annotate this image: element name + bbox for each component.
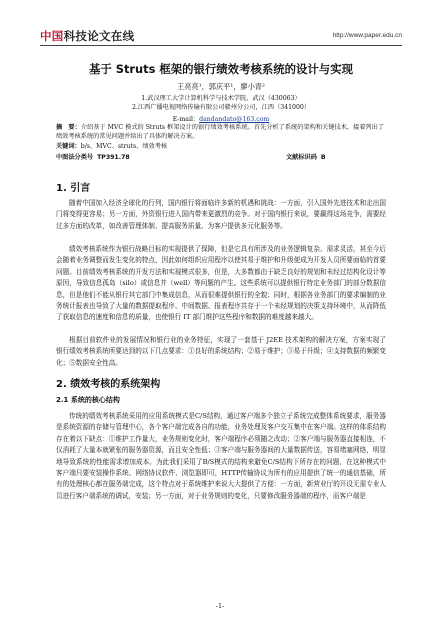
section-2-heading: 2. 绩效考核的系统架构 [56,379,161,390]
classification [56,152,376,161]
paper-authors: 王亮亮¹，郭庆平¹，廖小青² [177,82,265,91]
keywords-label: 关键词： [56,143,81,150]
section-2-paragraph-1: 传统的绩效考核系统采用的应用系统模式是C/S结构，通过客户端多个独立子系统完成整体系统要求，服务器是系统资源的存储与管理中心，各个客户端完成各自的功能，业务处理及客户交互集中在客户端。这样的体系结构存在着以下缺点：①维护工作量大，业务规则变化时，客户端程序必须随之改动；②客户端与服务器直接相连，不仅消耗了大量本就紧张的服务器资源，而且安全性低；③客户端与服务器间的大量数据传送，容易堵塞网络，明显地导致系统的性能需求增加成本。为此我们采用了B/S模式的结构来避免C/S结构下所存在的问题，在这种模式中客户端只要安装操作系统、网络协议软件、浏览器即可，HTTP传输协议为所有的应用提供了统一的通信基础，所有的处理核心都在服务端完成，这个特点对于系统维护来说大大提供了方便：一方面，新营业厅的开设无需专业人员进行客户端系统的调试，安装；另一方面，对于业务规则的变化，只要修改服务器端的程序，而客户端是 [56,412,386,500]
page-number: -1- [215,602,225,610]
clc-code: TP391.78 [97,154,130,161]
abstract-text: 介绍基于 MVC 模式的 Struts 框架设计的银行绩效考核系统。首先分析了系统的架构和关键技术，接着列出了绩效考核系统的常见问题并给出了具体的解决方案。 [56,124,385,140]
section-1-paragraph-1: 随着中国加入经济全球化的行列，国内银行将面临许多新的机遇和挑战：一方面，引入国外先进技术和走出国门将变得更容易；另一方面，外资银行进入国内带来更激烈的竞争。对于国内银行来说，要赢得这场竞争，需要经过多方面的改革，如改善管理体制、提高服务质量、为客户提供多元化服务等。 [56,199,386,230]
abstract-label: 摘 要： [56,124,81,131]
affiliation-2: 2.江西广播电视网络传输有限公司赣州分公司，江西（341000） [131,104,311,111]
header-divider [40,45,402,46]
affiliation-1: 1.武汉理工大学计算机科学与技术学院，武汉（430063） [141,95,301,102]
section-2-1-heading: 2.1 系统的核心结构 [56,396,120,404]
clc-label: 中图法分类号 [56,154,94,161]
email-link[interactable]: dandandato@163.com [199,116,270,123]
site-url[interactable]: http://www.paper.edu.cn [332,32,402,39]
site-header [40,24,402,44]
section-1-paragraph-2: 绩效考核系统作为银行战略目标的实现提供了保障，但是它具有所涉及的业务逻辑复杂、需求灵活，甚至今后会随着业务调整而发生变化的特点，因此如何组织应用程序以使其易于维护和升级便成为开发人员所要面临的首要问题。目前绩效考核系统的开发方法和实现模式很多，但是，大多数都由于缺乏良好的规划和未经过结构化设计等原因，导致信息孤岛（silo）或信息井（well）等问题的产生。这些系统可以提供银行特定业务部门的部分数据信息，但是他们不能从银行其它部门中集成信息，从而很难提供银行的全貌；同时，根据各业务部门的要求编制的业务统计报表也导致了大量的数据提取程序、中间数据、报表程序共存于一个未经规划的决策支持环境中，从而降低了获取信息的速度和信息的质量，也使银行 IT 部门维护这些程序和数据的难度越来越大。 [56,245,386,322]
keywords [56,141,167,150]
keywords-text: b/s、MVC、struts、绩效考核 [80,143,168,150]
site-logo[interactable]: 中国科技论文在线 [40,29,135,43]
email-label: E-mail： [172,116,200,123]
doc-code: B [320,154,326,161]
doc-code-group [286,152,326,161]
section-1-paragraph-3: 根据目前软件业的发展情况和银行业的业务特征，实现了一套基于 J2EE 技术架构的解决方案，方案实现了银行绩效考核系统所要达到的以下几点要求：①良好的系统结构；②易于维护；③易于升级；④支持数据的频繁变化；⑤数据安全性高。 [56,336,386,367]
abstract [56,124,384,141]
section-1-heading: 1. 引言 [56,183,91,194]
author-email [40,114,402,123]
paper-title: 基于 Struts 框架的银行绩效考核系统的设计与实现 [89,62,353,76]
doc-label: 文献标识码 [286,154,317,161]
